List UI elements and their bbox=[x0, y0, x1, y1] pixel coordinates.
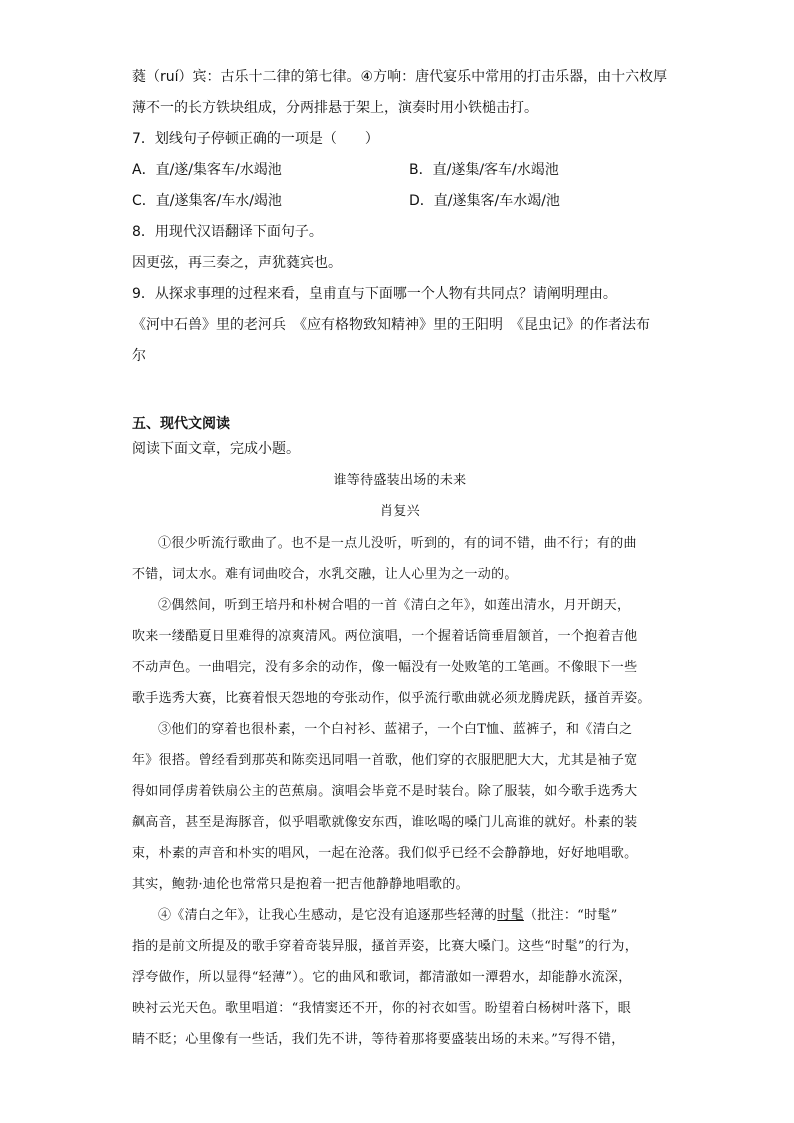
article-p3-line: ③他们的穿着也很朴素，一个白衬衫、蓝裙子，一个白T恤、蓝裤子，和《清白之 bbox=[158, 722, 633, 737]
question-9-choices-line-1: 《河中石兽》里的老河兵 《应有格物致知精神》里的王阳明 《昆虫记》的作者法布 bbox=[132, 317, 650, 333]
article-p1-line: 不错，词太水。难有词曲咬合，水乳交融，让人心里为之一动的。 bbox=[132, 567, 518, 582]
article-p2-line: 歌手选秀大赛，比赛着恨天怨地的夸张动作，似乎流行歌曲就必须龙腾虎跃，搔首弄姿。 bbox=[132, 691, 651, 706]
question-7-option-d: D．直/遂集客/车水竭/池 bbox=[409, 193, 560, 209]
question-7-option-b: B．直/遂集/客车/水竭池 bbox=[409, 162, 559, 178]
article-author: 肖复兴 bbox=[380, 504, 420, 519]
section-5-title: 五、现代文阅读 bbox=[132, 416, 230, 432]
article-p3-line: 其实，鲍勃·迪伦也常常只是抱着一把吉他静静地唱歌的。 bbox=[132, 877, 469, 892]
question-9-stem: 9．从探求事理的过程来看，皇甫直与下面哪一个人物有共同点？请阐明理由。 bbox=[132, 286, 617, 302]
article-p4-line: 指的是前文所提及的歌手穿着奇装异服，搔首弄姿，比赛大嗓门。这些“时髦”的行为， bbox=[132, 939, 638, 954]
question-8-stem: 8．用现代汉语翻译下面句子。 bbox=[132, 224, 323, 240]
question-9-choices-line-2: 尔 bbox=[132, 348, 146, 364]
question-7-option-a: A．直/遂/集客车/水竭池 bbox=[132, 162, 282, 178]
article-p3-line: 得如同俘虏着铁扇公主的芭蕉扇。演唱会毕竟不是时装台。除了服装，如今歌手选秀大 bbox=[132, 784, 638, 799]
article-p4-line: 睛不眨；心里像有一些话，我们先不讲，等待着那将要盛装出场的未来。”写得不错， bbox=[132, 1032, 625, 1047]
article-p2-line: ②偶然间，听到王培丹和朴树合唱的一首《清白之年》，如莲出清水，月开朗天， bbox=[158, 598, 631, 613]
article-p4-first-line bbox=[158, 906, 668, 926]
article-p4-line: 浮夸做作，所以显得“轻薄”）。它的曲风和歌词，都清澈如一潭碧水，却能静水流深， bbox=[132, 970, 632, 985]
note-line-1: 蕤（ruí）宾：古乐十二律的第七律。④方响：唐代宴乐中常用的打击乐器，由十六枚厚 bbox=[132, 69, 668, 85]
article-p3-line: 束，朴素的声音和朴实的唱风，一起在沧落。我们似乎已经不会静静地，好好地唱歌。 bbox=[132, 846, 638, 861]
article-title: 谁等待盛装出场的未来 bbox=[333, 473, 467, 488]
article-p3-line: 飙高音，甚至是海豚音，似乎唱歌就像安东西，谁吆喝的嗓门儿高谁的就好。朴素的装 bbox=[132, 815, 638, 830]
question-7-option-c: C．直/遂集客/车水/竭池 bbox=[132, 193, 282, 209]
article-p2-line: 吹来一缕酷夏日里难得的凉爽清风。两位演唱，一个握着话筒垂眉颔首，一个抱着吉他 bbox=[132, 629, 638, 644]
article-p2-line: 不动声色。一曲唱完，没有多余的动作，像一幅没有一处败笔的工笔画。不像眼下一些 bbox=[132, 660, 638, 675]
annotation-start: （批注：“时髦” bbox=[523, 908, 618, 923]
underlined-word: 时髦 bbox=[497, 908, 524, 923]
note-line-2: 薄不一的长方铁块组成，分两排悬于架上，演奏时用小铁槌击打。 bbox=[132, 100, 538, 116]
article-p4-line: 映衬云光天色。歌里唱道：“我情窦还不开，你的衬衣如雪。盼望着白杨树叶落下，眼 bbox=[132, 1001, 632, 1016]
article-p1-line: ①很少听流行歌曲了。也不是一点儿没听，听到的，有的词不错，曲不行；有的曲 bbox=[158, 536, 637, 551]
question-7-stem: 7．划线句子停顿正确的一项是（ ） bbox=[132, 131, 379, 147]
section-5-instruction: 阅读下面文章，完成小题。 bbox=[132, 441, 300, 457]
question-8-sentence: 因更弦，再三奏之，声犹蕤宾也。 bbox=[132, 255, 342, 271]
article-p4-text-pre: ④《清白之年》，让我心生感动，是它没有追逐那些轻薄的 bbox=[158, 908, 498, 923]
article-p3-line: 年》很搭。曾经看到那英和陈奕迅同唱一首歌，他们穿的衣服肥肥大大，尤其是袖子宽 bbox=[132, 753, 638, 768]
